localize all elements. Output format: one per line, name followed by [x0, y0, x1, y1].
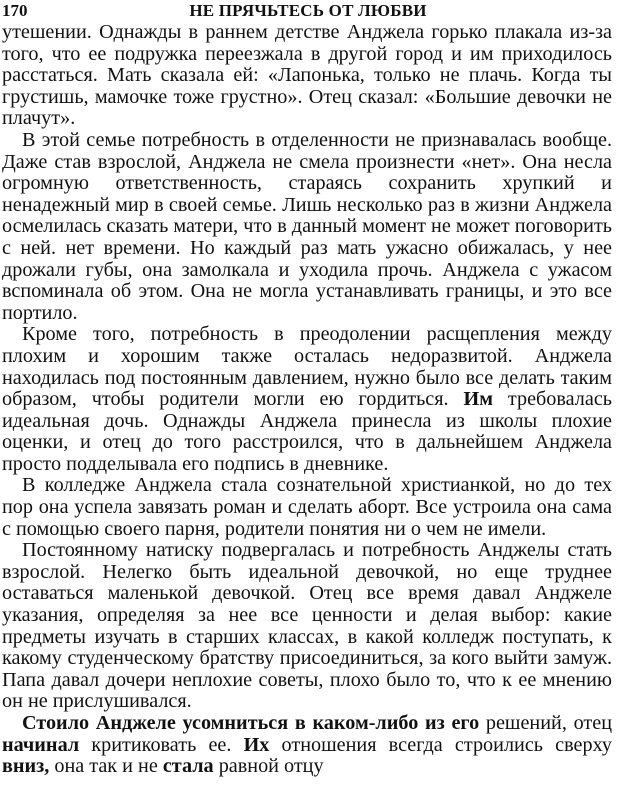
paragraph-1-text: утешении. Однажды в раннем детстве Анджела горько плакала из-за того, что ее подружка переезжала в другой город и им приходилось расстаться. Мать сказала ей: «Лапонька, только не плачь. Когда ты грустишь, мамочке тоже грустно». Отец сказал: «Большие девочки не плачут».	[2, 21, 612, 130]
paragraph-5-text: Постоянному натиску подвергалась и потребность Анджелы стать взрослой. Нелегко быть идеальной девочкой, но еще труднее оставаться маленькой девочкой. Отец все время давал Анджеле указания, определяя за нее все ценности и делая выбор: какие предметы изучать в старших классах, в какой колледж поступать, к какому студенческому братству присоединиться, за кого выйти замуж. Папа давал дочери неплохие советы, плохо было то, что к ее мнению он не прислушивался.	[2, 539, 612, 713]
paragraph-6	[2, 713, 612, 778]
page-header	[2, 0, 614, 22]
paragraph-6-bold-c: Их	[243, 733, 270, 756]
running-title: НЕ ПРЯЧЬТЕСЬ ОТ ЛЮБВИ	[189, 1, 427, 20]
page-number: 170	[2, 1, 28, 20]
paragraph-3-bold-a: Им	[463, 388, 493, 411]
paragraph-6-bold-e: стала	[162, 755, 214, 778]
paragraph-2-text: В этой семье потребность в отделенности не признавалась вообще. Даже став взрослой, Анджела не смела произнести «нет». Она несла огромную ответственность, стараясь сохранить хрупкий и ненадежный мир в своей семье. Лишь несколько раз в жизни Анджела осмелилась сказать матери, что в данный момент не может поговорить с ней. нет времени. Но каждый раз мать ужасно обижалась, у нее дрожали губы, она замолкала и уходила прочь. Анджела с ужасом вспоминала об этом. Она не могла устанавливать границы, и это все портило.	[2, 128, 612, 324]
paragraph-6-text-d: она так и не	[49, 755, 163, 778]
paragraph-3-text-a: Кроме того, потребность в преодолении расщепления между плохим и хорошим также осталась недоразвитой. Анджела находилась под постоянным давлением, нужно было все делать таким образом, чтобы родители могли ею гордиться.	[2, 323, 612, 411]
paragraph-4-text: В колледже Анджела стала сознательной христианкой, но до тех пор она успела завязать роман и сделать аборт. Все устроила она сама с помощью своего парня, родители понятия ни о чем не имели.	[2, 474, 612, 540]
paragraph-6-text-b: критиковать ее.	[79, 733, 244, 756]
paragraph-6-bold-d: вниз,	[2, 755, 50, 778]
paragraph-6-text-a: решений, отец	[479, 712, 612, 734]
paragraph-3	[2, 324, 612, 475]
body-text	[2, 22, 612, 778]
paragraph-3-text-b: требовалась идеальная дочь. Однажды Анджела принесла из школы плохие оценки, и отец до того расстроился, что в дальнейшем Анджела просто подделывала его подпись в дневнике.	[2, 388, 613, 475]
paragraph-5	[2, 540, 612, 713]
paragraph-6-text-e: равной отцу	[213, 755, 324, 778]
paragraph-6-bold-b: начинал	[2, 733, 80, 756]
paragraph-6-text-c: отношения всегда строились сверху	[269, 733, 613, 756]
paragraph-4	[2, 475, 612, 540]
paragraph-2	[2, 130, 612, 324]
paragraph-6-bold-a: Стоило Анджеле усомниться в каком-либо из его	[22, 712, 480, 734]
paragraph-1	[2, 22, 612, 130]
